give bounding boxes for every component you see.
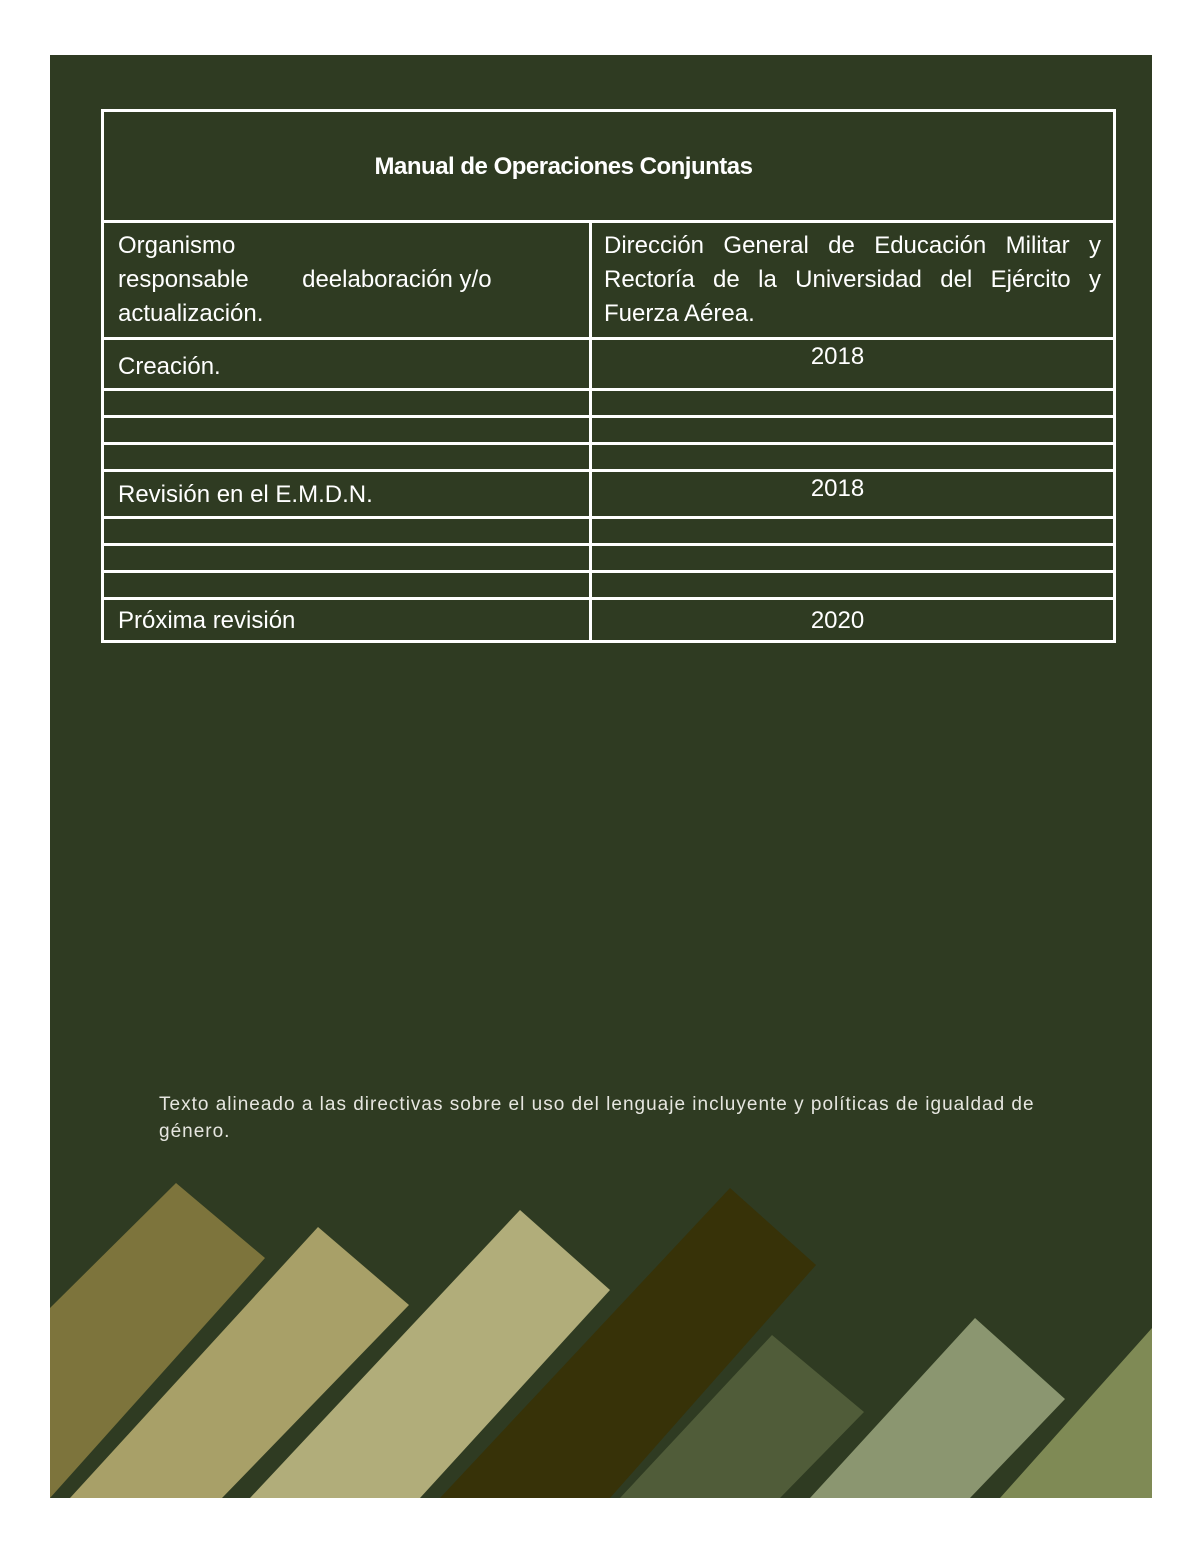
creation-label: Creación. [103,339,591,390]
next-review-year-cell [591,599,1115,642]
review-year-cell [591,471,1115,518]
table-row [103,599,1115,642]
org-label-line: actualización. [118,300,264,327]
table-row [103,471,1115,518]
org-label-line: Organismo [118,232,236,259]
next-review-label: Próxima revisión [103,599,591,642]
org-value-cell [591,222,1115,339]
org-value: Dirección General de Educación Militar y Rectoría de la Universidad del Ejército y Fuerza Aérea. [604,232,1102,327]
org-label-line: responsable deelaboración y/o [118,266,492,293]
review-year: 2018 [810,475,865,502]
table-row [103,339,1115,390]
table-row [103,417,1115,444]
table-row [103,390,1115,417]
table-row [103,444,1115,471]
table-row [103,518,1115,545]
table-row [103,572,1115,599]
inclusive-language-note: Texto alineado a las directivas sobre el uso del lenguaje incluyente y políticas de igualdad de género. [159,1094,1035,1142]
document-title: Manual de Operaciones Conjuntas [374,153,753,180]
org-label-cell [103,222,591,339]
next-review-year: 2020 [810,607,865,634]
review-label: Revisión en el E.M.D.N. [103,471,591,518]
table-row [103,222,1115,339]
document-cover [50,55,1152,1498]
creation-year: 2018 [810,343,865,370]
table-row [103,545,1115,572]
document-info-table [101,109,1116,643]
creation-year-cell [591,339,1115,390]
title-cell [103,111,1115,222]
